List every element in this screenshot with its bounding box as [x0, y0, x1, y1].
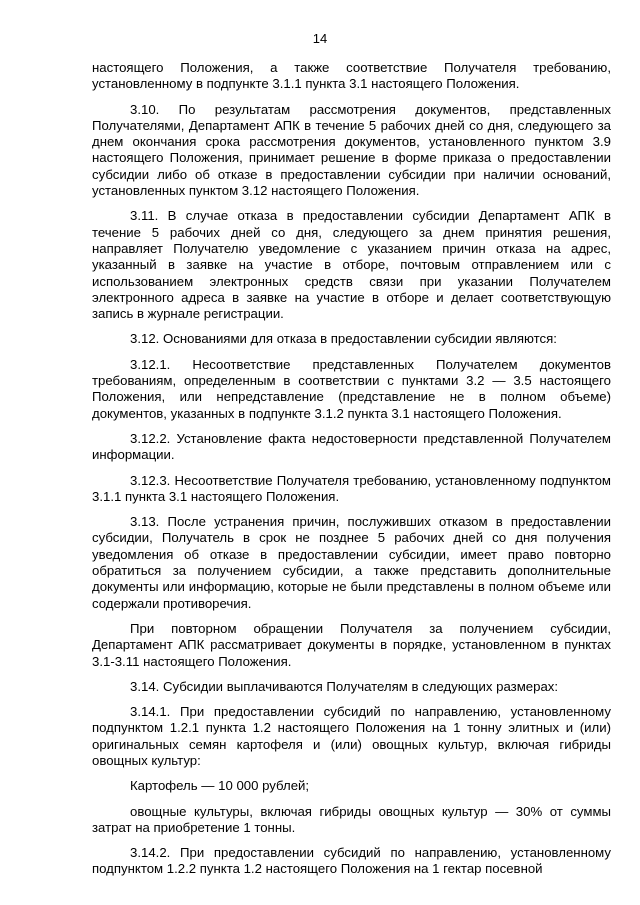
paragraph-3-12-2: 3.12.2. Установление факта недостоверности представленной Получателем информации.	[92, 430, 611, 463]
page-number: 14	[312, 31, 328, 46]
document-body	[92, 60, 611, 887]
paragraph-3-14-1: 3.14.1. При предоставлении субсидий по направлению, установленному подпунктом 1.2.1 пункта 1.2 настоящего Положения на 1 тонну элитных и (или) оригинальных семян картофеля и (или) овощных культур, включая гибриды овощных культур:	[92, 704, 611, 768]
paragraph-3-12: 3.12. Основаниями для отказа в предоставлении субсидии являются:	[130, 331, 557, 347]
paragraph-3-10: 3.10. По результатам рассмотрения документов, представленных Получателями, Департамент АПК в течение 5 рабочих дней со дня, следующего за днем окончания срока рассмотрения документов, установленного пунктом 3.9 настоящего Положения, принимает решение в форме приказа о предоставлении субсидии либо об отказе в предоставлении субсидии при наличии оснований, установленных пунктом 3.12 настоящего Положения.	[92, 101, 611, 199]
paragraph-potato-rate: Картофель — 10 000 рублей;	[130, 778, 310, 794]
paragraph-3-13: 3.13. После устранения причин, послуживших отказом в предоставлении субсидии, Получатель в срок не позднее 5 рабочих дней со дня получения уведомления об отказе в предоставлении субсидии, имеет право повторно обратиться за получением субсидии, а также представить дополнительные документы или информацию, которые не были представлены в полном объеме или содержали противоречия.	[92, 514, 611, 611]
paragraph-3-14-2: 3.14.2. При предоставлении субсидий по направлению, установленному подпунктом 1.2.2 пункта 1.2 настоящего Положения на 1 гектар посевной	[92, 845, 611, 877]
paragraph-repeat-request: При повторном обращении Получателя за получением субсидии, Департамент АПК рассматривает документы в порядке, установленном в пунктах 3.1-3.11 настоящего Положения.	[92, 620, 611, 669]
paragraph-continuation: настоящего Положения, а также соответствие Получателя требованию, установленному в подпункте 3.1.1 пункта 3.1 настоящего Положения.	[92, 60, 611, 92]
paragraph-vegetable-rate: овощные культуры, включая гибриды овощных культур — 30% от суммы затрат на приобретение 1 тонны.	[92, 803, 611, 835]
paragraph-3-11: 3.11. В случае отказа в предоставлении субсидии Департамент АПК в течение 5 рабочих дней со дня, следующего за днем принятия решения, направляет Получателю уведомление с указанием причин отказа на адрес, указанный в заявке на участие в отборе, почтовым отправлением или с использованием электронных средств связи при указании Получателем электронного адреса в заявке на участие в отборе и делает соответствующую запись в журнале регистрации.	[92, 208, 611, 322]
paragraph-3-12-1: 3.12.1. Несоответствие представленных Получателем документов требованиям, определенным в соответствии с пунктами 3.2 — 3.5 настоящего Положения, или непредставление (представление не в полном объеме) документов, указанных в подпункте 3.1.2 пункта 3.1 настоящего Положения.	[92, 356, 611, 421]
paragraph-3-12-3: 3.12.3. Несоответствие Получателя требованию, установленному подпунктом 3.1.1 пункта 3.1 настоящего Положения.	[92, 472, 611, 504]
paragraph-3-14: 3.14. Субсидии выплачиваются Получателям в следующих размерах:	[130, 678, 559, 694]
